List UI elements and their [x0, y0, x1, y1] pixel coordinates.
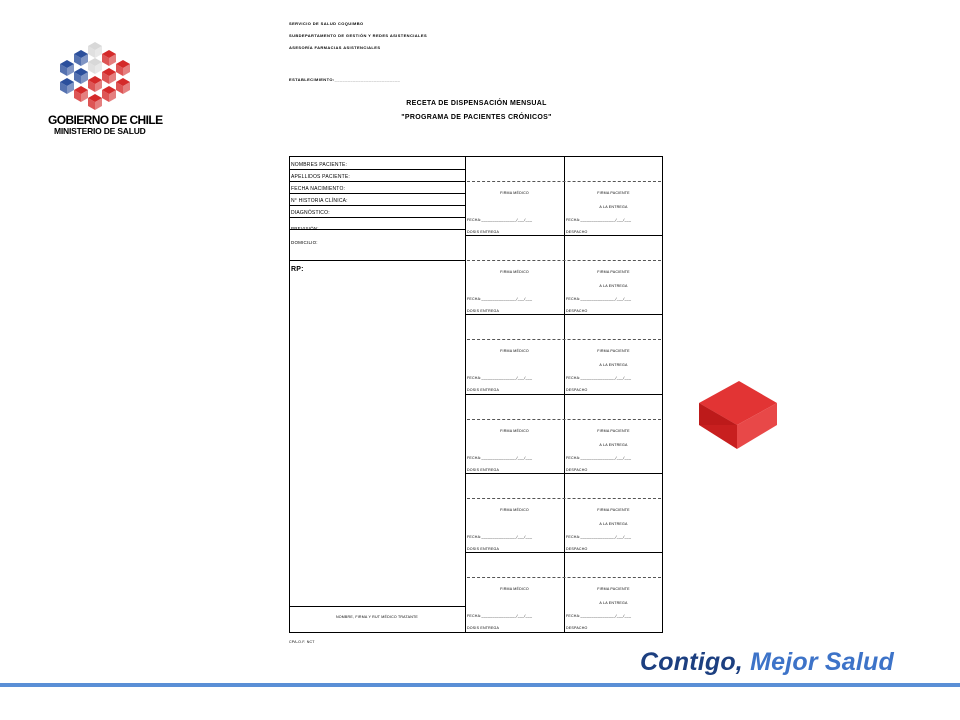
firma-paciente-label: FIRMA PACIENTE: [597, 349, 630, 353]
fecha-label: FECHA:________________/___/___: [566, 376, 632, 380]
medico-tratante-label: NOMBRE, FIRMA Y RUT MÉDICO TRATANTE: [335, 615, 419, 619]
fecha-label: FECHA:________________/___/___: [566, 614, 632, 618]
logo-subtitle: MINISTERIO DE SALUD: [54, 126, 146, 136]
fecha-label: FECHA:________________/___/___: [467, 456, 533, 460]
field-prevision: PREVISIÓN:: [291, 226, 319, 231]
firma-medico-label: FIRMA MÉDICO: [500, 429, 529, 433]
document-title: RECETA DE DISPENSACIÓN MENSUAL: [406, 100, 547, 107]
fecha-label: FECHA:________________/___/___: [566, 218, 632, 222]
field-diagnostico: DIAGNÓSTICO:: [291, 210, 330, 216]
a-la-entrega-label: A LA ENTREGA: [599, 443, 628, 447]
dosis-entrega-label: DOSIS ENTREGA: [467, 547, 500, 551]
field-domicilio: DOMICILIO:: [291, 240, 318, 245]
block-separator: [465, 552, 663, 553]
despacho-label: DESPACHO: [566, 388, 588, 392]
despacho-label: DESPACHO: [566, 230, 588, 234]
firma-medico-label: FIRMA MÉDICO: [500, 349, 529, 353]
field-apellidos: APELLIDOS PACIENTE:: [291, 174, 351, 180]
block-separator: [465, 473, 663, 474]
firma-medico-label: FIRMA MÉDICO: [500, 270, 529, 274]
header-line-3: ASESORÍA FARMACIAS ASISTENCIALES: [289, 45, 381, 50]
a-la-entrega-label: A LA ENTREGA: [599, 363, 628, 367]
dosis-entrega-label: DOSIS ENTREGA: [467, 230, 500, 234]
row-line: [289, 193, 465, 194]
footnote: CPA-O.F. NCT: [289, 640, 315, 644]
despacho-label: DESPACHO: [566, 547, 588, 551]
fecha-label: FECHA:________________/___/___: [467, 218, 533, 222]
dosis-entrega-label: DOSIS ENTREGA: [467, 626, 500, 630]
bottom-bar: [0, 683, 960, 687]
dashed-divider: [467, 577, 661, 578]
a-la-entrega-label: A LA ENTREGA: [599, 284, 628, 288]
firma-medico-label: FIRMA MÉDICO: [500, 587, 529, 591]
row-line: [289, 181, 465, 182]
dashed-divider: [467, 339, 661, 340]
slogan-part-2: Mejor Salud: [742, 648, 895, 676]
block-separator: [465, 235, 663, 236]
header-line-1: SERVICIO DE SALUD COQUIMBO: [289, 21, 364, 26]
firma-paciente-label: FIRMA PACIENTE: [597, 429, 630, 433]
logo-name: GOBIERNO DE CHILE: [48, 113, 163, 127]
dosis-entrega-label: DOSIS ENTREGA: [467, 468, 500, 472]
red-cube-icon: [699, 381, 777, 449]
establecimiento-field: ESTABLECIMIENTO:_________________________: [289, 77, 401, 82]
a-la-entrega-label: A LA ENTREGA: [599, 205, 628, 209]
dosis-entrega-label: DOSIS ENTREGA: [467, 309, 500, 313]
fecha-label: FECHA:________________/___/___: [467, 614, 533, 618]
field-fecha-nacimiento: FECHA NACIMIENTO:: [291, 186, 346, 192]
firma-paciente-label: FIRMA PACIENTE: [597, 191, 630, 195]
row-line: [289, 169, 465, 170]
dashed-divider: [467, 260, 661, 261]
fecha-label: FECHA:________________/___/___: [566, 535, 632, 539]
slogan-part-1: Contigo,: [640, 648, 743, 676]
firma-paciente-label: FIRMA PACIENTE: [597, 508, 630, 512]
row-line: [289, 217, 465, 218]
logo-cubes-icon: [58, 40, 132, 112]
dashed-divider: [467, 181, 661, 182]
rp-label: RP:: [291, 266, 304, 273]
dashed-divider: [467, 498, 661, 499]
despacho-label: DESPACHO: [566, 309, 588, 313]
fecha-label: FECHA:________________/___/___: [467, 376, 533, 380]
firma-paciente-label: FIRMA PACIENTE: [597, 270, 630, 274]
firma-medico-label: FIRMA MÉDICO: [500, 508, 529, 512]
row-line: [289, 606, 465, 607]
despacho-label: DESPACHO: [566, 626, 588, 630]
block-separator: [465, 394, 663, 395]
row-line: [289, 260, 465, 261]
header-line-2: SUBDEPARTAMENTO DE GESTIÓN Y REDES ASISTENCIALES: [289, 33, 428, 38]
block-separator: [465, 314, 663, 315]
firma-medico-label: FIRMA MÉDICO: [500, 191, 529, 195]
field-nombres: NOMBRES PACIENTE:: [291, 162, 348, 168]
fecha-label: FECHA:________________/___/___: [566, 456, 632, 460]
fecha-label: FECHA:________________/___/___: [467, 535, 533, 539]
a-la-entrega-label: A LA ENTREGA: [599, 601, 628, 605]
dosis-entrega-label: DOSIS ENTREGA: [467, 388, 500, 392]
firma-paciente-label: FIRMA PACIENTE: [597, 587, 630, 591]
fecha-label: FECHA:________________/___/___: [566, 297, 632, 301]
dashed-divider: [467, 419, 661, 420]
row-line: [289, 205, 465, 206]
fecha-label: FECHA:________________/___/___: [467, 297, 533, 301]
a-la-entrega-label: A LA ENTREGA: [599, 522, 628, 526]
despacho-label: DESPACHO: [566, 468, 588, 472]
slogan: [640, 648, 894, 677]
field-historia-clinica: N° HISTORIA CLÍNICA:: [291, 198, 348, 204]
document-subtitle: "PROGRAMA DE PACIENTES CRÓNICOS": [401, 114, 552, 121]
